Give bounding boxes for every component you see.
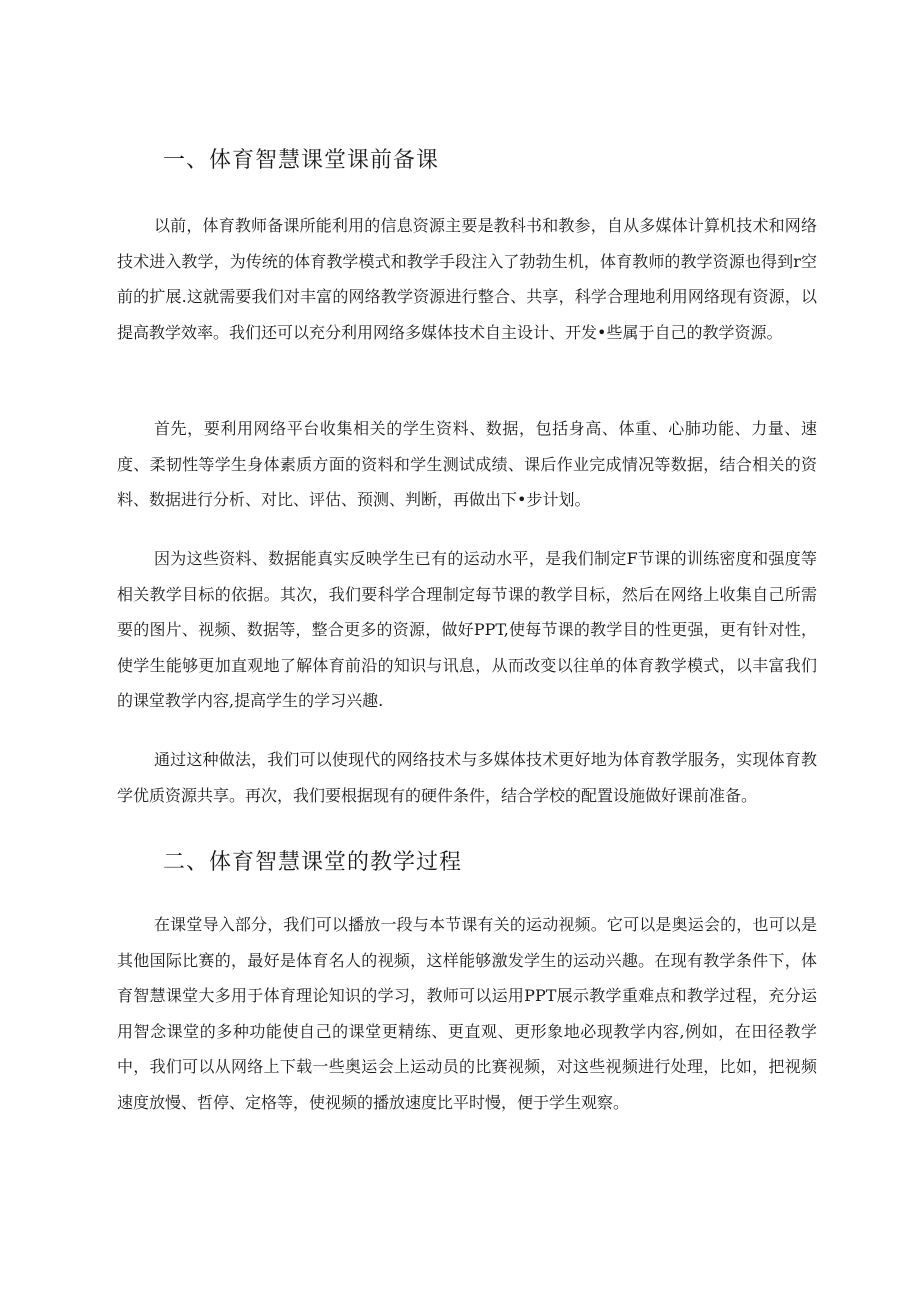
section-heading-lesson-preparation: 一、体育智慧课堂课前备课 [163, 148, 440, 173]
paragraph: 首先，要利用网络平台收集相关的学生资料、数据，包括身高、体重、心肺功能、力量、速度、柔韧性等学生身体素质方面的资料和学生测试成绩、课后作业完成情况等数据，结合相关的资料、数据进行分析、对比、评估、预测、判断，再做出下•步计划。 [117, 419, 817, 509]
paragraph: 因为这些资料、数据能真实反映学生已有的运动水平，是我们制定F节课的训练密度和强度等相关教学目标的依据。其次，我们要科学合理制定每节课的教学目标，然后在网络上收集自己所需要的图片、视频、数据等，整合更多的资源，做好PPT,使每节课的教学目的性更强，更有针对性，使学生能够更加直观地了解体育前沿的知识与讯息，从而改变以往单的体育教学模式，以丰富我们的课堂教学内容,提高学生的学习兴趣. [117, 549, 817, 710]
section-heading-teaching-process: 二、体育智慧课堂的教学过程 [163, 850, 463, 875]
paragraph: 在课堂导入部分，我们可以播放一段与本节课有关的运动视频。它可以是奥运会的，也可以是其他国际比赛的，最好是体育名人的视频，这样能够激发学生的运动兴趣。在现有教学条件下，体育智慧课堂大多用于体育理论知识的学习，教师可以运用PPT展示教学重难点和教学过程，充分运用智念课堂的多种功能使自己的课堂更精练、更直观、更形象地必现教学内容,例如，在田径教学中，我们可以从网络上下载一些奥运会上运动员的比赛视频，对这些视频进行处理，比如，把视频速度放慢、哲停、定格等，使视频的播放速度比平时慢，便于学生观察。 [117, 915, 817, 1112]
paragraph: 以前，体育教师备课所能利用的信息资源主要是教科书和教参，自从多媒体计算机技术和网络技术进入教学，为传统的体育教学模式和教学手段注入了勃勃生机，体育教师的教学资源也得到r空前的扩展.这就需要我们对丰富的网络教学资源进行整合、共享，科学合理地利用网络现有资源，以提高教学效率。我们还可以充分利用网络多媒体技术自主设计、开发•些属于自己的教学资源。 [117, 216, 817, 342]
paragraph: 通过这种做法，我们可以使现代的网络技术与多媒体技术更好地为体育教学服务，实现体育教学优质资源共享。再次，我们要根据现有的硬件条件，结合学校的配置设施做好课前准备。 [117, 750, 817, 805]
